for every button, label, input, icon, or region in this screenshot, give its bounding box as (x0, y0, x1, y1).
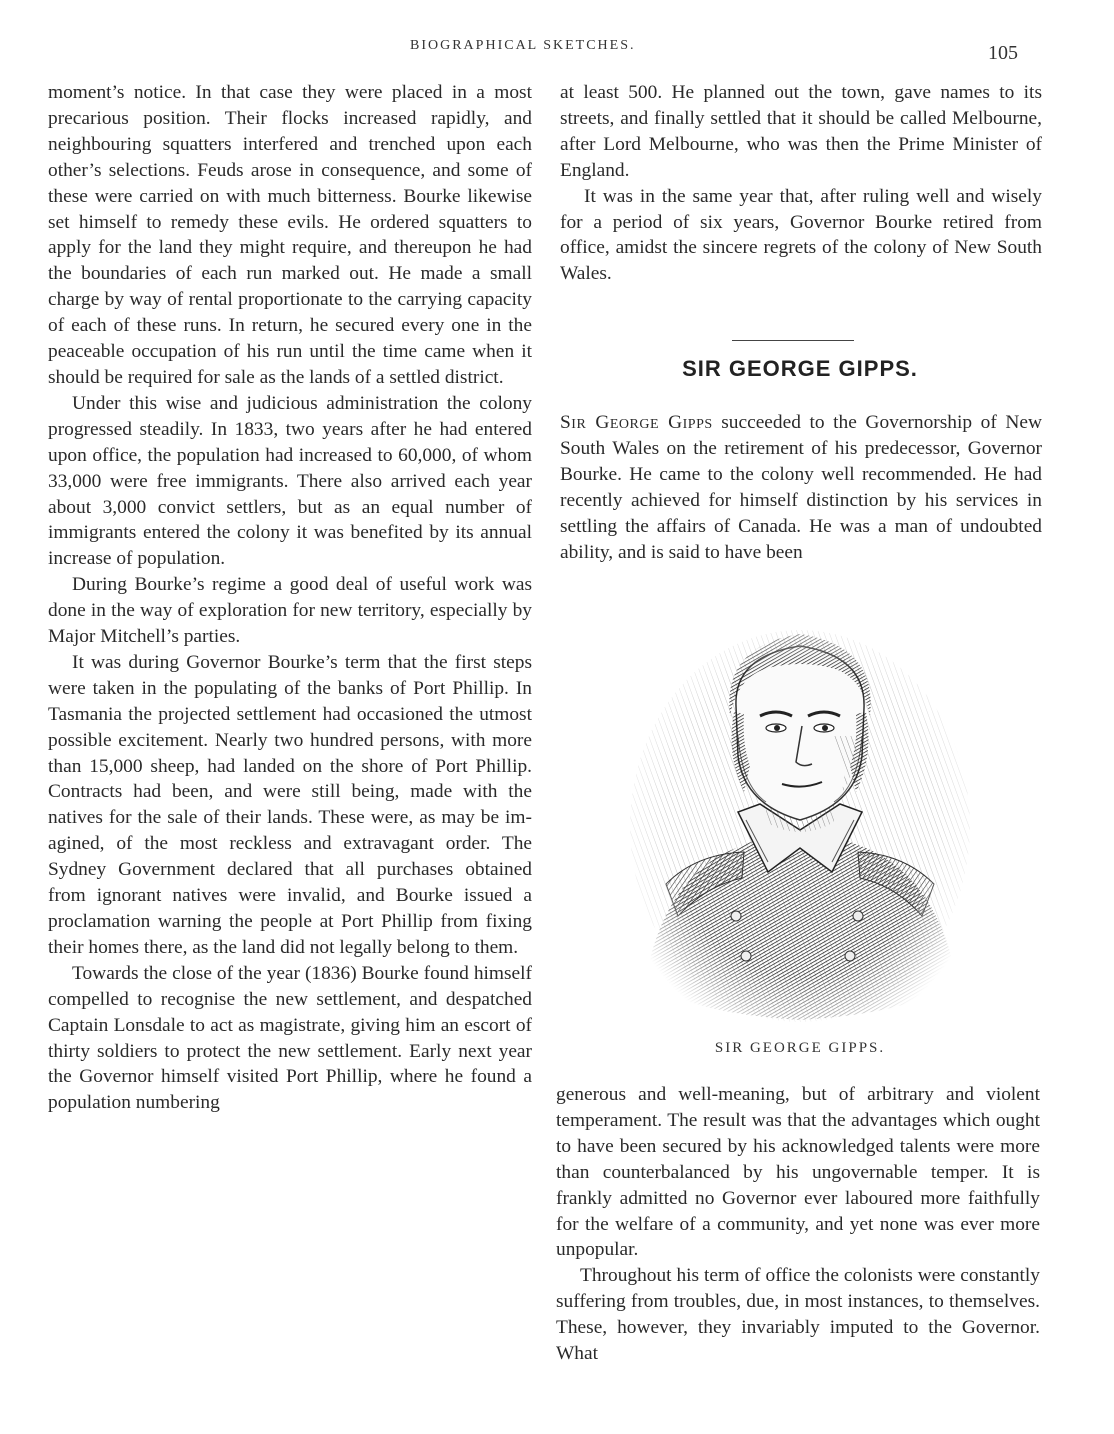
paragraph: at least 500. He planned out the town, gave names to its streets, and finally settled that it should be called Melbourne, after Lord Melbourne, who was then the Prime Minister of England. (560, 82, 1042, 181)
paragraph: Throughout his term of office the colonists were constantly suffering from troubles, due, in most instances, to themselves. These, however, they invariably imputed to the Governor. What (556, 1265, 1040, 1365)
right-column-top (560, 80, 1042, 287)
section-intro (560, 410, 1042, 565)
paragraph: generous and well-meaning, but of arbitrary and violent temperament. The result was that the advantages which ought to have been secured by his acknowledged talents were more than counterbalanced by his ungovernable temper. It is frankly admitted no Governor ever laboured more faithfully for the welfare of a community, and yet none was ever more unpopular. (556, 1084, 1040, 1261)
page-number: 105 (988, 42, 1018, 64)
paragraph: It was in the same year that, after ruling well and wisely for a period of six years, Governor Bourke retired from office, amidst the sincere regrets of the colony of New South Wales. (560, 185, 1042, 285)
left-column (48, 80, 532, 1116)
lead-text: succeeded to the Governorship of New South Wales on the retirement of his predecessor, Governor Bourke. He came to the colony well recommended. He had recently achieved for himself distinction by his services in settling the affairs of Canada. He was a man of undoubted ability, and is said to have been (560, 412, 1043, 563)
portrait-caption: SIR GEORGE GIPPS. (714, 1040, 886, 1056)
paragraph (560, 410, 1042, 565)
section-heading: SIR GEORGE GIPPS. (682, 356, 918, 381)
paragraph: Towards the close of the year (1836) Bourke found himself compelled to recognise the new settlement, and despatched Captain Lonsdale to act as magistrate, giving him an escort of thirty soldiers to protect the new settlement. Early next year the Governor himself visited Port Phillip, where he found a population numbering (48, 962, 532, 1114)
right-column-bottom (556, 1082, 1040, 1367)
paragraph: Under this wise and judicious administration the colony progressed steadily. In 1833, two years after he had entered upon office, the population had increased to 60,000, of whom 33,000 were free immigrants. There also arrived each year about 3,000 convict settlers, but as an equal number of immigrants entered the colony it was benefited by its annual increase of population. (48, 392, 532, 570)
engraved-portrait-icon (626, 616, 974, 1024)
paragraph: It was during Governor Bourke’s term that the first steps were taken in the populating of the banks of Port Phillip. In Tasmania the projected settlement had occasioned the utmost possible excitement. Nearly two hundred persons, with more than 15,000 sheep, had landed on the shore of Port Phillip. Contracts had been, and were still being, made with the natives for the sale of their lands. These were, as may be imagined, of the most reckless and extravagant order. The Sydney Government declared that all purchases obtained from ignorant natives were invalid, and Bourke issued a proclamation warning the people at Port Phillip from fixing their homes there, as the land did not legally belong to them. (48, 651, 532, 958)
lead-name: Sir George Gipps (560, 412, 713, 433)
running-head: BIOGRAPHICAL SKETCHES. (410, 38, 636, 53)
paragraph: moment’s notice. In that case they were placed in a most precarious position. Their flocks increased rapidly, and neighbouring squatters interfered and trenched upon each other’s selections. Feuds arose in consequence, and some of these were carried on with much bitterness. Bourke likewise set himself to remedy these evils. He ordered squatters to apply for the land they might require, and thereupon he had the boundaries of each run marked out. He made a small charge by way of rental proportionate to the carrying capacity of each of these runs. In return, he secured every one in the peaceable occupation of his run until the time came when it should be required for sale as the lands of a settled district. (48, 82, 532, 388)
paragraph: During Bourke’s regime a good deal of useful work was done in the way of exploration for new territory, especially by Major Mitchell’s parties. (48, 574, 532, 648)
section-divider (732, 340, 854, 341)
